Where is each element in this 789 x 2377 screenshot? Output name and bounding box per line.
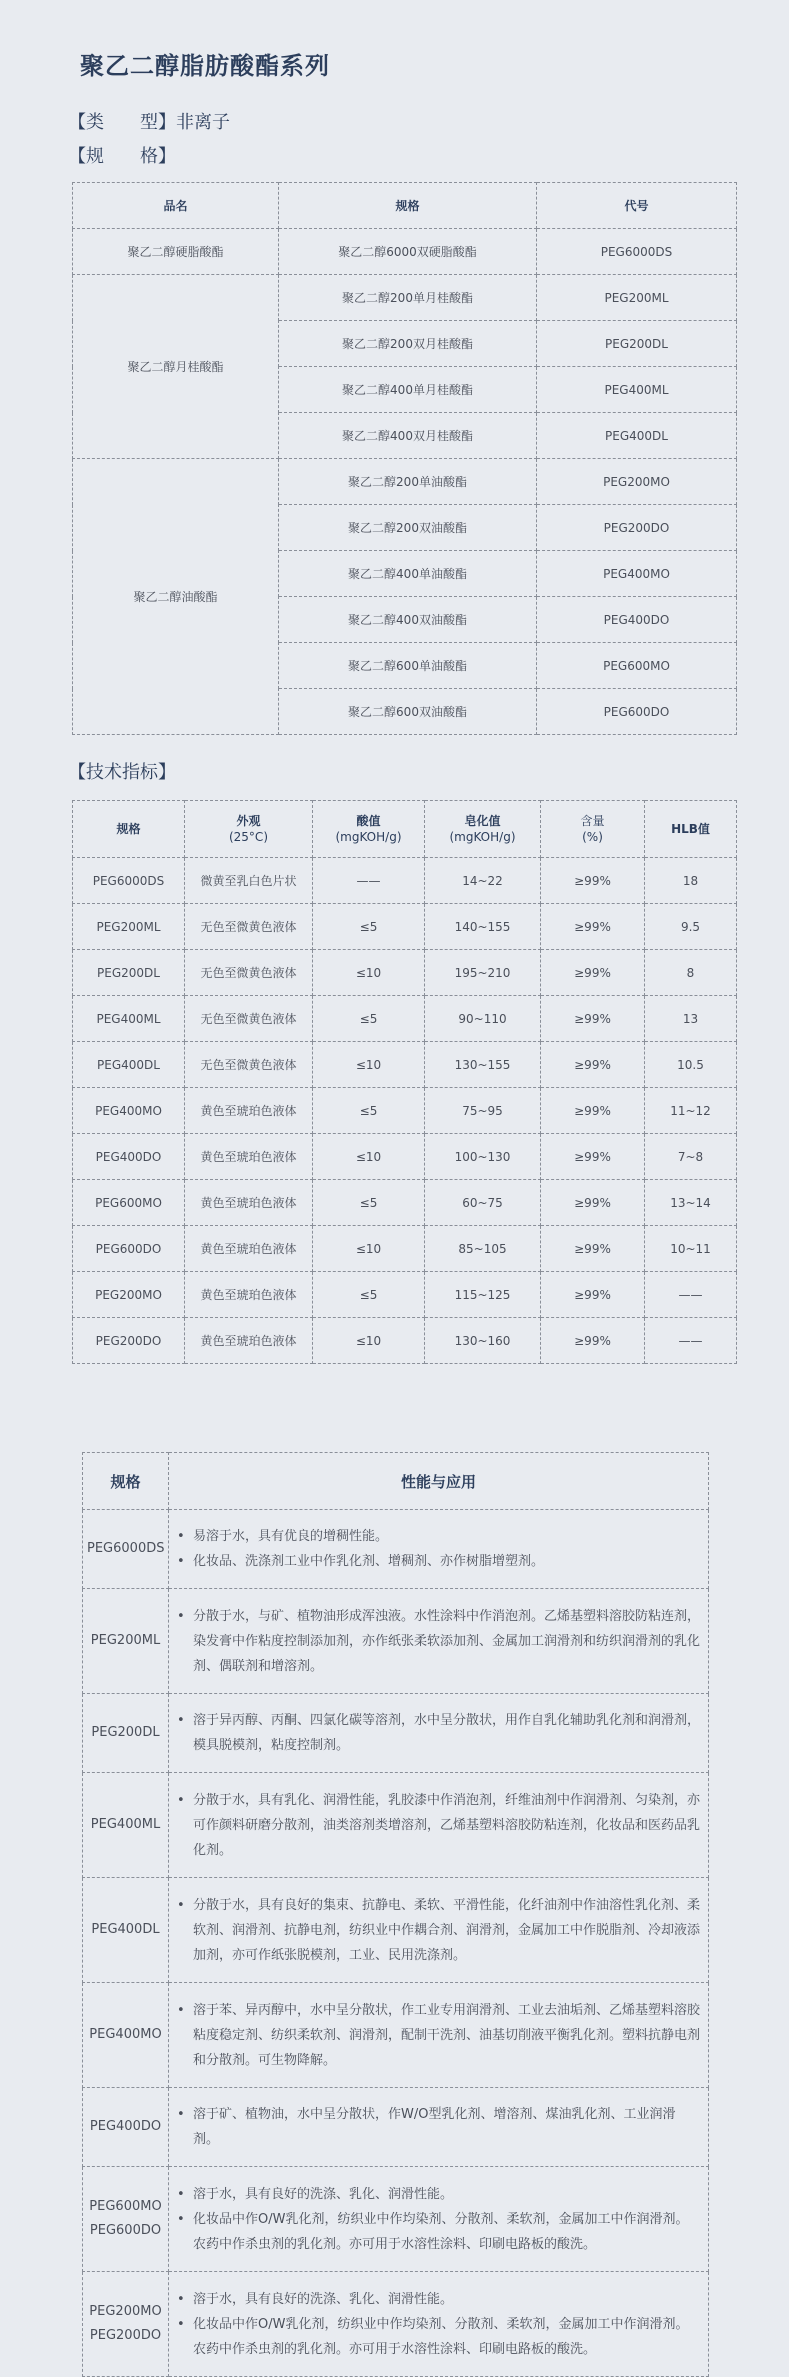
app-spec-line: PEG400MO <box>89 2027 162 2042</box>
app-table-row <box>83 1878 709 1983</box>
code-cell: PEG600MO <box>537 643 737 689</box>
app-spec-cell <box>83 1983 169 2088</box>
tech-table <box>72 800 737 1364</box>
code-cell: PEG400DL <box>537 413 737 459</box>
application-table <box>82 1452 709 2377</box>
tech-table-row <box>73 1088 737 1134</box>
app-desc-cell <box>169 1510 709 1589</box>
app-desc-item: • 分散于水，与矿、植物油形成浑浊液。水性涂料中作消泡剂。乙烯基塑料溶胶防粘连剂，染发膏中作粘度控制添加剂，亦作纸张柔软添加剂、金属加工润滑剂和纺织润滑剂的乳化剂、偶联剂和增溶剂。 <box>177 1604 700 1679</box>
app-desc-list <box>177 2182 700 2257</box>
type-key: 【类 型】 <box>68 112 176 133</box>
tech-header-line1: HLB值 <box>671 822 710 836</box>
code-cell: PEG6000DS <box>537 229 737 275</box>
spec-cell: 聚乙二醇600双油酸酯 <box>279 689 537 735</box>
app-spec-cell <box>83 1773 169 1878</box>
app-spec-cell <box>83 1510 169 1589</box>
tech-cell: PEG400ML <box>73 996 185 1042</box>
app-spec-cell <box>83 1694 169 1773</box>
tech-cell: PEG200MO <box>73 1272 185 1318</box>
tech-table-row <box>73 1226 737 1272</box>
tech-cell: 90~110 <box>425 996 541 1042</box>
product-name-cell: 聚乙二醇硬脂酸酯 <box>73 229 279 275</box>
spec-cell: 聚乙二醇200双油酸酯 <box>279 505 537 551</box>
tech-table-row <box>73 950 737 996</box>
tech-cell: 无色至微黄色液体 <box>185 950 313 996</box>
tech-cell: ≥99% <box>541 904 645 950</box>
app-spec-line: PEG600DO <box>89 2223 162 2238</box>
tech-header-line2: (mgKOH/g) <box>449 830 516 844</box>
spec-cell: 聚乙二醇200双月桂酸酯 <box>279 321 537 367</box>
tech-table-row <box>73 1134 737 1180</box>
product-name-cell: 聚乙二醇月桂酸酯 <box>73 275 279 459</box>
spec-cell: 聚乙二醇400双月桂酸酯 <box>279 413 537 459</box>
app-header-cell: 性能与应用 <box>169 1453 709 1510</box>
tech-cell: PEG400MO <box>73 1088 185 1134</box>
tech-cell: PEG6000DS <box>73 858 185 904</box>
tech-table-row <box>73 996 737 1042</box>
tech-cell: 195~210 <box>425 950 541 996</box>
tech-cell: —— <box>645 1272 737 1318</box>
spec-cell: 聚乙二醇600单油酸酯 <box>279 643 537 689</box>
app-desc-cell <box>169 1589 709 1694</box>
app-desc-item: • 溶于苯、异丙醇中，水中呈分散状，作工业专用润滑剂、工业去油垢剂、乙烯基塑料溶胶粘度稳定剂、纺织柔软剂、润滑剂，配制干洗剂、油基切削液平衡乳化剂。塑料抗静电剂和分散剂。可生物降解。 <box>177 1998 700 2073</box>
app-desc-cell <box>169 2272 709 2377</box>
app-desc-list <box>177 1604 700 1679</box>
tech-table-row <box>73 1180 737 1226</box>
tech-header-line1: 皂化值 <box>464 814 501 828</box>
tech-cell: ≤10 <box>313 950 425 996</box>
tech-cell: ≥99% <box>541 996 645 1042</box>
app-desc-cell <box>169 1983 709 2088</box>
app-desc-list <box>177 1788 700 1863</box>
tech-header-line1: 外观 <box>236 814 261 828</box>
tech-cell: —— <box>645 1318 737 1364</box>
app-spec-line: PEG400DO <box>89 2119 162 2134</box>
app-table-row <box>83 2272 709 2377</box>
tech-table-row <box>73 1318 737 1364</box>
tech-table-row <box>73 858 737 904</box>
tech-cell: 100~130 <box>425 1134 541 1180</box>
app-desc-list <box>177 2287 700 2362</box>
code-cell: PEG200DO <box>537 505 737 551</box>
app-desc-cell <box>169 1694 709 1773</box>
tech-cell: ≤10 <box>313 1226 425 1272</box>
app-spec-line: PEG400DL <box>91 1922 160 1937</box>
page-title: 聚乙二醇脂肪酸酯系列 <box>80 52 330 80</box>
spec-cell: 聚乙二醇200单油酸酯 <box>279 459 537 505</box>
tech-cell: PEG200DO <box>73 1318 185 1364</box>
tech-cell: PEG200ML <box>73 904 185 950</box>
tech-table-row <box>73 1272 737 1318</box>
tech-cell: 黄色至琥珀色液体 <box>185 1088 313 1134</box>
tech-cell: —— <box>313 858 425 904</box>
tech-cell: ≤5 <box>313 1180 425 1226</box>
app-desc-list <box>177 2102 700 2152</box>
spec-cell: 聚乙二醇200单月桂酸酯 <box>279 275 537 321</box>
tech-header-cell <box>313 801 425 858</box>
tech-cell: ≥99% <box>541 1134 645 1180</box>
app-table-row <box>83 1983 709 2088</box>
tech-table-row <box>73 904 737 950</box>
app-desc-cell <box>169 2088 709 2167</box>
tech-cell: 130~160 <box>425 1318 541 1364</box>
spec-header-cell: 品名 <box>73 183 279 229</box>
tech-cell: 9.5 <box>645 904 737 950</box>
app-spec-line: PEG200DO <box>89 2328 162 2343</box>
app-spec-line: PEG200ML <box>90 1633 161 1648</box>
app-desc-cell <box>169 2167 709 2272</box>
tech-label: 【技术指标】 <box>68 762 176 783</box>
tech-cell: PEG600MO <box>73 1180 185 1226</box>
app-spec-line: PEG600MO <box>89 2199 162 2214</box>
app-header-cell: 规格 <box>83 1453 169 1510</box>
tech-cell: 140~155 <box>425 904 541 950</box>
tech-table-row <box>73 1042 737 1088</box>
code-cell: PEG600DO <box>537 689 737 735</box>
app-table-row <box>83 2088 709 2167</box>
tech-cell: 无色至微黄色液体 <box>185 1042 313 1088</box>
app-desc-item: • 化妆品中作O/W乳化剂，纺织业中作均染剂、分散剂、柔软剂，金属加工中作润滑剂。农药中作杀虫剂的乳化剂。亦可用于水溶性涂料、印刷电路板的酸洗。 <box>177 2207 700 2257</box>
tech-cell: 115~125 <box>425 1272 541 1318</box>
app-spec-cell <box>83 1878 169 1983</box>
spec-cell: 聚乙二醇400双油酸酯 <box>279 597 537 643</box>
tech-cell: 黄色至琥珀色液体 <box>185 1272 313 1318</box>
app-table-row <box>83 1694 709 1773</box>
app-desc-item: • 化妆品中作O/W乳化剂，纺织业中作均染剂、分散剂、柔软剂，金属加工中作润滑剂。农药中作杀虫剂的乳化剂。亦可用于水溶性涂料、印刷电路板的酸洗。 <box>177 2312 700 2362</box>
app-desc-item: • 溶于水，具有良好的洗涤、乳化、润滑性能。 <box>177 2287 700 2312</box>
app-desc-list <box>177 1998 700 2073</box>
app-table-header <box>83 1453 709 1510</box>
code-cell: PEG400MO <box>537 551 737 597</box>
app-table-row <box>83 2167 709 2272</box>
spec-cell: 聚乙二醇400单油酸酯 <box>279 551 537 597</box>
tech-header-line2: (mgKOH/g) <box>335 830 402 844</box>
app-spec-line: PEG200MO <box>89 2304 162 2319</box>
product-name-cell: 聚乙二醇油酸酯 <box>73 459 279 735</box>
tech-cell: 75~95 <box>425 1088 541 1134</box>
tech-header-cell <box>185 801 313 858</box>
app-spec-line: PEG400ML <box>90 1817 161 1832</box>
app-spec-line: PEG200DL <box>91 1725 160 1740</box>
app-desc-cell <box>169 1773 709 1878</box>
app-desc-item: • 化妆品、洗涤剂工业中作乳化剂、增稠剂、亦作树脂增塑剂。 <box>177 1549 700 1574</box>
app-desc-list <box>177 1524 700 1574</box>
spec-header-cell: 规格 <box>279 183 537 229</box>
spec-table-row <box>73 229 737 275</box>
tech-cell: ≤5 <box>313 1088 425 1134</box>
app-spec-line: PEG6000DS <box>87 1541 165 1556</box>
tech-cell: 130~155 <box>425 1042 541 1088</box>
spec-table-row <box>73 275 737 321</box>
spec-cell: 聚乙二醇6000双硬脂酸酯 <box>279 229 537 275</box>
code-cell: PEG200DL <box>537 321 737 367</box>
tech-cell: 13 <box>645 996 737 1042</box>
tech-cell: 60~75 <box>425 1180 541 1226</box>
tech-cell: 无色至微黄色液体 <box>185 996 313 1042</box>
tech-header-line1: 规格 <box>116 822 141 836</box>
tech-cell: 黄色至琥珀色液体 <box>185 1180 313 1226</box>
tech-cell: ≥99% <box>541 1180 645 1226</box>
app-desc-item: • 易溶于水，具有优良的增稠性能。 <box>177 1524 700 1549</box>
code-cell: PEG200ML <box>537 275 737 321</box>
tech-cell: ≤10 <box>313 1042 425 1088</box>
tech-cell: PEG400DO <box>73 1134 185 1180</box>
tech-cell: ≥99% <box>541 1226 645 1272</box>
tech-cell: PEG400DL <box>73 1042 185 1088</box>
tech-cell: ≤5 <box>313 904 425 950</box>
tech-header-cell <box>645 801 737 858</box>
app-spec-cell <box>83 2088 169 2167</box>
app-desc-item: • 分散于水，具有乳化、润滑性能，乳胶漆中作消泡剂，纤维油剂中作润滑剂、匀染剂，亦可作颜料研磨分散剂，油类溶剂类增溶剂，乙烯基塑料溶胶防粘连剂，化妆品和医药品乳化剂。 <box>177 1788 700 1863</box>
tech-cell: ≥99% <box>541 858 645 904</box>
spec-label: 【规 格】 <box>68 146 176 167</box>
tech-cell: ≥99% <box>541 1318 645 1364</box>
code-cell: PEG200MO <box>537 459 737 505</box>
tech-table-header <box>73 801 737 858</box>
tech-cell: 黄色至琥珀色液体 <box>185 1134 313 1180</box>
app-desc-list <box>177 1893 700 1968</box>
tech-cell: 14~22 <box>425 858 541 904</box>
type-label <box>68 108 230 134</box>
code-cell: PEG400ML <box>537 367 737 413</box>
app-table-row <box>83 1589 709 1694</box>
app-spec-cell <box>83 1589 169 1694</box>
app-desc-item: • 分散于水，具有良好的集束、抗静电、柔软、平滑性能，化纤油剂中作油溶性乳化剂、柔软剂、润滑剂、抗静电剂，纺织业中作耦合剂、润滑剂，金属加工中作脱脂剂、冷却液添加剂，亦可作纸张脱模剂，工业、民用洗涤剂。 <box>177 1893 700 1968</box>
tech-cell: 7~8 <box>645 1134 737 1180</box>
app-desc-item: • 溶于水，具有良好的洗涤、乳化、润滑性能。 <box>177 2182 700 2207</box>
tech-cell: ≥99% <box>541 950 645 996</box>
tech-cell: 8 <box>645 950 737 996</box>
tech-cell: PEG600DO <box>73 1226 185 1272</box>
app-spec-cell <box>83 2272 169 2377</box>
spec-cell: 聚乙二醇400单月桂酸酯 <box>279 367 537 413</box>
tech-cell: 无色至微黄色液体 <box>185 904 313 950</box>
tech-header-line1: 酸值 <box>356 814 381 828</box>
app-desc-cell <box>169 1878 709 1983</box>
tech-cell: 10~11 <box>645 1226 737 1272</box>
tech-cell: 10.5 <box>645 1042 737 1088</box>
app-table-row <box>83 1773 709 1878</box>
app-desc-item: • 溶于异丙醇、丙酮、四氯化碳等溶剂，水中呈分散状，用作自乳化辅助乳化剂和润滑剂，模具脱模剂，粘度控制剂。 <box>177 1708 700 1758</box>
spec-table-row <box>73 459 737 505</box>
tech-cell: 13~14 <box>645 1180 737 1226</box>
app-desc-list <box>177 1708 700 1758</box>
code-cell: PEG400DO <box>537 597 737 643</box>
tech-cell: PEG200DL <box>73 950 185 996</box>
tech-cell: ≥99% <box>541 1042 645 1088</box>
app-table-row <box>83 1510 709 1589</box>
spec-table-header <box>73 183 737 229</box>
tech-header-cell <box>425 801 541 858</box>
tech-cell: ≥99% <box>541 1088 645 1134</box>
tech-cell: ≤5 <box>313 1272 425 1318</box>
tech-cell: ≤10 <box>313 1318 425 1364</box>
tech-header-line2: (25°C) <box>228 830 268 844</box>
tech-cell: ≥99% <box>541 1272 645 1318</box>
tech-cell: 18 <box>645 858 737 904</box>
tech-cell: 黄色至琥珀色液体 <box>185 1226 313 1272</box>
tech-cell: 黄色至琥珀色液体 <box>185 1318 313 1364</box>
type-value: 非离子 <box>176 112 230 133</box>
tech-header-cell <box>73 801 185 858</box>
tech-header-line1: 含量 <box>580 814 605 828</box>
app-desc-item: • 溶于矿、植物油，水中呈分散状，作W/O型乳化剂、增溶剂、煤油乳化剂、工业润滑剂。 <box>177 2102 700 2152</box>
tech-header-line2: (%) <box>582 830 603 844</box>
tech-cell: ≤10 <box>313 1134 425 1180</box>
tech-cell: 85~105 <box>425 1226 541 1272</box>
tech-header-cell <box>541 801 645 858</box>
tech-cell: 11~12 <box>645 1088 737 1134</box>
spec-table <box>72 182 737 735</box>
tech-cell: 微黄至乳白色片状 <box>185 858 313 904</box>
app-spec-cell <box>83 2167 169 2272</box>
spec-header-cell: 代号 <box>537 183 737 229</box>
tech-cell: ≤5 <box>313 996 425 1042</box>
